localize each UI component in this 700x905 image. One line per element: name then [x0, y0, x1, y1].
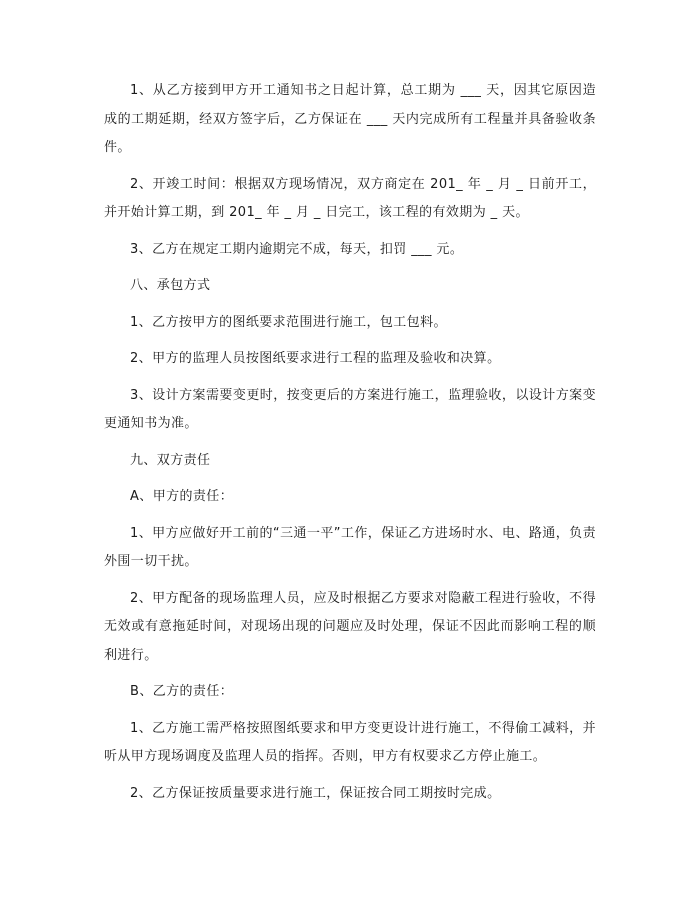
subheading-party-b: B、乙方的责任： [130, 684, 234, 699]
clause-start-end-time: 2、开竣工时间：根据双方现场情况，双方商定在 201_ 年 _ 月 _ 日前开工，并开始计算工期，到 201_ 年 _ 月 _ 日完工，该工程的有效期为 _ 天。 [104, 176, 596, 220]
document-body [104, 77, 596, 808]
clause-contract-mode-3: 3、设计方案需要变更时，按变更后的方案进行施工，监理验收，以设计方案变更通知书为准。 [104, 387, 596, 431]
section-heading-responsibilities: 九、双方责任 [130, 452, 211, 468]
clause-party-b-1: 1、乙方施工需严格按照图纸要求和甲方变更设计进行施工，不得偷工减料，并听从甲方现场调度及监理人员的指挥。否则，甲方有权要求乙方停止施工。 [104, 720, 596, 764]
clause-penalty: 3、乙方在规定工期内逾期完不成，每天，扣罚 ___ 元。 [130, 241, 464, 257]
clause-party-a-1: 1、甲方应做好开工前的“三通一平”工作，保证乙方进场时水、电、路通，负责外围一切干扰。 [104, 525, 596, 569]
clause-party-a-2: 2、甲方配备的现场监理人员，应及时根据乙方要求对隐蔽工程进行验收，不得无效或有意拖延时间，对现场出现的问题应及时处理，保证不因此而影响工程的顺利进行。 [104, 590, 596, 663]
section-heading-contract-mode: 八、承包方式 [130, 278, 211, 293]
clause-contract-mode-1: 1、乙方按甲方的图纸要求范围进行施工，包工包料。 [130, 314, 447, 330]
clause-contract-mode-2: 2、甲方的监理人员按图纸要求进行工程的监理及验收和决算。 [130, 351, 501, 366]
clause-duration: 1、从乙方接到甲方开工通知书之日起计算，总工期为 ___ 天，因其它原因造成的工期延期，经双方签字后，乙方保证在 ___ 天内完成所有工程量并具备验收条件。 [104, 83, 596, 155]
clause-party-b-2: 2、乙方保证按质量要求进行施工，保证按合同工期按时完成。 [130, 785, 501, 801]
subheading-party-a: A、甲方的责任： [130, 489, 234, 504]
